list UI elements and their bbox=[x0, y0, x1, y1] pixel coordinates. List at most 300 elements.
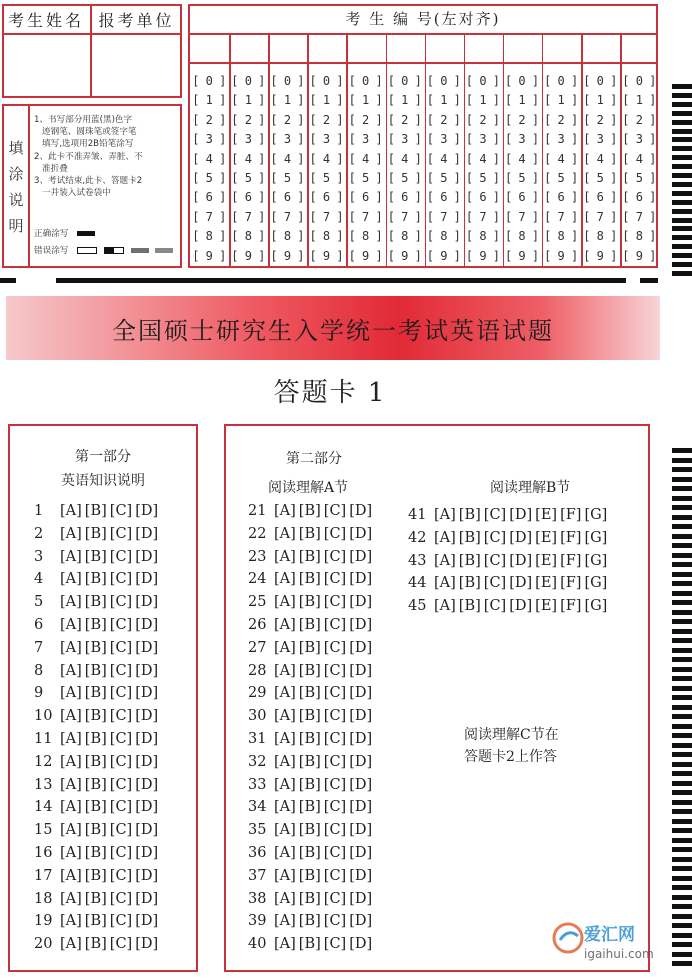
answer-bubble[interactable]: [A] bbox=[60, 890, 82, 907]
answer-bubble[interactable]: [D] bbox=[135, 571, 159, 588]
answer-bubble[interactable]: [B] bbox=[84, 503, 107, 519]
digit-bubble[interactable]: [ 0 ] bbox=[270, 74, 304, 88]
digit-bubble[interactable]: [ 4 ] bbox=[544, 151, 578, 166]
digit-bubble[interactable]: [ 0 ] bbox=[348, 74, 383, 88]
answer-bubble[interactable]: [A] bbox=[60, 594, 82, 611]
answer-bubble[interactable]: [B] bbox=[298, 913, 321, 930]
digit-bubble[interactable]: [ 8 ] bbox=[309, 229, 344, 244]
digit-bubble[interactable]: [ 0 ] bbox=[309, 74, 344, 88]
digit-bubble[interactable]: [ 4 ] bbox=[348, 151, 383, 166]
answer-bubble[interactable]: [A] bbox=[434, 507, 456, 523]
digit-bubble[interactable]: [ 7 ] bbox=[504, 209, 539, 224]
answer-bubble[interactable]: [A] bbox=[274, 936, 296, 953]
digit-bubble[interactable]: [ 6 ] bbox=[426, 190, 461, 205]
answer-bubble[interactable]: [A] bbox=[274, 662, 296, 679]
digit-bubble[interactable]: [ 5 ] bbox=[465, 170, 500, 185]
digit-bubble[interactable]: [ 3 ] bbox=[544, 132, 578, 147]
digit-bubble[interactable]: [ 4 ] bbox=[465, 151, 500, 166]
digit-bubble[interactable]: [ 6 ] bbox=[544, 190, 578, 205]
answer-bubble[interactable]: [D] bbox=[135, 617, 159, 633]
answer-bubble[interactable]: [C] bbox=[323, 731, 347, 747]
digit-bubble[interactable]: [ 5 ] bbox=[270, 170, 304, 185]
digit-bubble[interactable]: [ 7 ] bbox=[270, 209, 304, 224]
answer-bubble[interactable]: [A] bbox=[274, 776, 296, 793]
digit-bubble[interactable]: [ 4 ] bbox=[192, 151, 226, 166]
answer-bubble[interactable]: [A] bbox=[60, 639, 82, 656]
digit-bubble[interactable]: [ 6 ] bbox=[622, 190, 656, 205]
digit-bubble[interactable]: [ 2 ] bbox=[622, 112, 656, 127]
digit-bubble[interactable]: [ 0 ] bbox=[426, 74, 461, 88]
answer-bubble[interactable]: [A] bbox=[274, 639, 296, 656]
answer-bubble[interactable]: [E] bbox=[535, 598, 558, 615]
answer-bubble[interactable]: [A] bbox=[60, 867, 82, 884]
digit-bubble[interactable]: [ 6 ] bbox=[348, 190, 383, 205]
answer-bubble[interactable]: [C] bbox=[323, 867, 347, 884]
digit-bubble[interactable]: [ 9 ] bbox=[465, 248, 500, 263]
answer-bubble[interactable]: [D] bbox=[135, 776, 159, 793]
answer-bubble[interactable]: [F] bbox=[560, 552, 582, 569]
digit-bubble[interactable]: [ 2 ] bbox=[504, 112, 539, 127]
digit-bubble[interactable]: [ 9 ] bbox=[426, 248, 461, 263]
digit-bubble[interactable]: [ 9 ] bbox=[583, 248, 617, 263]
answer-bubble[interactable]: [B] bbox=[298, 799, 321, 816]
digit-bubble[interactable]: [ 3 ] bbox=[426, 132, 461, 147]
digit-bubble[interactable]: [ 1 ] bbox=[583, 93, 617, 108]
digit-bubble[interactable]: [ 7 ] bbox=[387, 209, 422, 224]
answer-bubble[interactable]: [D] bbox=[135, 594, 159, 611]
digit-bubble[interactable]: [ 8 ] bbox=[465, 229, 500, 244]
answer-bubble[interactable]: [G] bbox=[584, 507, 608, 523]
answer-bubble[interactable]: [D] bbox=[135, 799, 159, 816]
answer-bubble[interactable]: [A] bbox=[60, 776, 82, 793]
answer-bubble[interactable]: [C] bbox=[323, 548, 347, 565]
answer-bubble[interactable]: [D] bbox=[509, 575, 533, 592]
digit-bubble[interactable]: [ 9 ] bbox=[544, 248, 578, 263]
digit-bubble[interactable]: [ 8 ] bbox=[426, 229, 461, 244]
answer-bubble[interactable]: [D] bbox=[349, 799, 373, 816]
digit-bubble[interactable]: [ 7 ] bbox=[622, 209, 656, 224]
digit-bubble[interactable]: [ 5 ] bbox=[309, 170, 344, 185]
answer-bubble[interactable]: [D] bbox=[135, 662, 159, 679]
digit-bubble[interactable]: [ 8 ] bbox=[583, 229, 617, 244]
digit-bubble[interactable]: [ 5 ] bbox=[387, 170, 422, 185]
answer-bubble[interactable]: [C] bbox=[323, 617, 347, 633]
answer-bubble[interactable]: [F] bbox=[560, 575, 582, 592]
answer-bubble[interactable]: [G] bbox=[584, 529, 608, 546]
answer-bubble[interactable]: [A] bbox=[60, 685, 82, 702]
answer-bubble[interactable]: [E] bbox=[535, 575, 558, 592]
digit-bubble[interactable]: [ 0 ] bbox=[504, 74, 539, 88]
answer-bubble[interactable]: [A] bbox=[60, 571, 82, 588]
answer-bubble[interactable]: [B] bbox=[298, 548, 321, 565]
answer-bubble[interactable]: [D] bbox=[349, 936, 373, 953]
answer-bubble[interactable]: [D] bbox=[349, 639, 373, 656]
digit-bubble[interactable]: [ 3 ] bbox=[622, 132, 656, 147]
answer-bubble[interactable]: [D] bbox=[349, 890, 373, 907]
answer-bubble[interactable]: [D] bbox=[349, 753, 373, 770]
digit-bubble[interactable]: [ 1 ] bbox=[348, 93, 383, 108]
answer-bubble[interactable]: [C] bbox=[323, 913, 347, 930]
answer-bubble[interactable]: [C] bbox=[109, 731, 133, 747]
answer-bubble[interactable]: [C] bbox=[109, 890, 133, 907]
digit-bubble[interactable]: [ 9 ] bbox=[270, 248, 304, 263]
digit-bubble[interactable]: [ 1 ] bbox=[309, 93, 344, 108]
answer-bubble[interactable]: [B] bbox=[84, 548, 107, 565]
answer-bubble[interactable]: [B] bbox=[298, 571, 321, 588]
answer-bubble[interactable]: [D] bbox=[509, 598, 533, 615]
answer-bubble[interactable]: [B] bbox=[84, 936, 107, 953]
digit-bubble[interactable]: [ 8 ] bbox=[622, 229, 656, 244]
answer-bubble[interactable]: [B] bbox=[458, 552, 481, 569]
digit-bubble[interactable]: [ 4 ] bbox=[426, 151, 461, 166]
digit-bubble[interactable]: [ 0 ] bbox=[465, 74, 500, 88]
digit-bubble[interactable]: [ 0 ] bbox=[231, 74, 265, 88]
answer-bubble[interactable]: [D] bbox=[349, 503, 373, 519]
digit-bubble[interactable]: [ 4 ] bbox=[231, 151, 265, 166]
answer-bubble[interactable]: [C] bbox=[323, 685, 347, 702]
answer-bubble[interactable]: [C] bbox=[323, 594, 347, 611]
answer-bubble[interactable]: [A] bbox=[60, 936, 82, 953]
answer-bubble[interactable]: [A] bbox=[60, 731, 82, 747]
digit-bubble[interactable]: [ 8 ] bbox=[231, 229, 265, 244]
digit-bubble[interactable]: [ 5 ] bbox=[192, 170, 226, 185]
answer-bubble[interactable]: [E] bbox=[535, 552, 558, 569]
answer-bubble[interactable]: [D] bbox=[349, 913, 373, 930]
answer-bubble[interactable]: [D] bbox=[135, 731, 159, 747]
answer-bubble[interactable]: [A] bbox=[274, 685, 296, 702]
digit-bubble[interactable]: [ 9 ] bbox=[192, 248, 226, 263]
answer-bubble[interactable]: [A] bbox=[60, 708, 82, 725]
answer-bubble[interactable]: [D] bbox=[135, 890, 159, 907]
digit-bubble[interactable]: [ 2 ] bbox=[192, 112, 226, 127]
answer-bubble[interactable]: [A] bbox=[274, 913, 296, 930]
answer-bubble[interactable]: [D] bbox=[135, 685, 159, 702]
answer-bubble[interactable]: [A] bbox=[274, 503, 296, 519]
digit-bubble[interactable]: [ 5 ] bbox=[348, 170, 383, 185]
answer-bubble[interactable]: [D] bbox=[349, 662, 373, 679]
digit-bubble[interactable]: [ 3 ] bbox=[465, 132, 500, 147]
answer-bubble[interactable]: [B] bbox=[84, 525, 107, 542]
answer-bubble[interactable]: [D] bbox=[349, 525, 373, 542]
answer-bubble[interactable]: [C] bbox=[109, 548, 133, 565]
answer-bubble[interactable]: [G] bbox=[584, 575, 608, 592]
answer-bubble[interactable]: [B] bbox=[298, 936, 321, 953]
answer-bubble[interactable]: [D] bbox=[135, 503, 159, 519]
digit-bubble[interactable]: [ 4 ] bbox=[270, 151, 304, 166]
answer-bubble[interactable]: [C] bbox=[323, 571, 347, 588]
answer-bubble[interactable]: [A] bbox=[274, 799, 296, 816]
answer-bubble[interactable]: [A] bbox=[274, 525, 296, 542]
digit-bubble[interactable]: [ 3 ] bbox=[504, 132, 539, 147]
answer-bubble[interactable]: [B] bbox=[298, 867, 321, 884]
answer-bubble[interactable]: [B] bbox=[84, 639, 107, 656]
answer-bubble[interactable]: [E] bbox=[535, 507, 558, 523]
answer-bubble[interactable]: [D] bbox=[349, 776, 373, 793]
answer-bubble[interactable]: [A] bbox=[60, 913, 82, 930]
digit-bubble[interactable]: [ 1 ] bbox=[622, 93, 656, 108]
answer-bubble[interactable]: [B] bbox=[84, 822, 107, 839]
answer-bubble[interactable]: [D] bbox=[349, 571, 373, 588]
digit-bubble[interactable]: [ 7 ] bbox=[465, 209, 500, 224]
answer-bubble[interactable]: [B] bbox=[298, 845, 321, 861]
answer-bubble[interactable]: [A] bbox=[274, 571, 296, 588]
answer-bubble[interactable]: [A] bbox=[60, 662, 82, 679]
answer-bubble[interactable]: [C] bbox=[323, 845, 347, 861]
answer-bubble[interactable]: [B] bbox=[84, 890, 107, 907]
answer-bubble[interactable]: [A] bbox=[60, 753, 82, 770]
answer-bubble[interactable]: [A] bbox=[434, 552, 456, 569]
answer-bubble[interactable]: [B] bbox=[84, 731, 107, 747]
digit-bubble[interactable]: [ 7 ] bbox=[348, 209, 383, 224]
digit-bubble[interactable]: [ 9 ] bbox=[387, 248, 422, 263]
answer-bubble[interactable]: [D] bbox=[135, 936, 159, 953]
digit-bubble[interactable]: [ 5 ] bbox=[544, 170, 578, 185]
answer-bubble[interactable]: [B] bbox=[84, 571, 107, 588]
digit-bubble[interactable]: [ 7 ] bbox=[544, 209, 578, 224]
digit-bubble[interactable]: [ 4 ] bbox=[387, 151, 422, 166]
digit-bubble[interactable]: [ 4 ] bbox=[622, 151, 656, 166]
answer-bubble[interactable]: [C] bbox=[323, 936, 347, 953]
digit-bubble[interactable]: [ 7 ] bbox=[426, 209, 461, 224]
digit-bubble[interactable]: [ 3 ] bbox=[387, 132, 422, 147]
digit-bubble[interactable]: [ 2 ] bbox=[544, 112, 578, 127]
digit-bubble[interactable]: [ 1 ] bbox=[270, 93, 304, 108]
answer-bubble[interactable]: [C] bbox=[109, 617, 133, 633]
answer-bubble[interactable]: [D] bbox=[135, 548, 159, 565]
digit-bubble[interactable]: [ 6 ] bbox=[583, 190, 617, 205]
answer-bubble[interactable]: [C] bbox=[109, 822, 133, 839]
answer-bubble[interactable]: [B] bbox=[298, 753, 321, 770]
digit-bubble[interactable]: [ 5 ] bbox=[622, 170, 656, 185]
answer-bubble[interactable]: [A] bbox=[60, 822, 82, 839]
digit-bubble[interactable]: [ 9 ] bbox=[231, 248, 265, 263]
digit-bubble[interactable]: [ 9 ] bbox=[622, 248, 656, 263]
answer-bubble[interactable]: [A] bbox=[274, 594, 296, 611]
digit-bubble[interactable]: [ 6 ] bbox=[231, 190, 265, 205]
answer-bubble[interactable]: [G] bbox=[584, 598, 608, 615]
answer-bubble[interactable]: [F] bbox=[560, 598, 582, 615]
digit-bubble[interactable]: [ 2 ] bbox=[426, 112, 461, 127]
answer-bubble[interactable]: [B] bbox=[84, 662, 107, 679]
digit-bubble[interactable]: [ 6 ] bbox=[465, 190, 500, 205]
answer-bubble[interactable]: [C] bbox=[323, 890, 347, 907]
digit-bubble[interactable]: [ 1 ] bbox=[387, 93, 422, 108]
digit-bubble[interactable]: [ 0 ] bbox=[544, 74, 578, 88]
answer-bubble[interactable]: [A] bbox=[434, 598, 456, 615]
answer-bubble[interactable]: [D] bbox=[509, 552, 533, 569]
digit-bubble[interactable]: [ 2 ] bbox=[387, 112, 422, 127]
digit-bubble[interactable]: [ 3 ] bbox=[270, 132, 304, 147]
answer-bubble[interactable]: [A] bbox=[60, 503, 82, 519]
digit-bubble[interactable]: [ 6 ] bbox=[504, 190, 539, 205]
answer-bubble[interactable]: [B] bbox=[298, 776, 321, 793]
digit-bubble[interactable]: [ 5 ] bbox=[426, 170, 461, 185]
answer-bubble[interactable]: [B] bbox=[84, 708, 107, 725]
answer-bubble[interactable]: [D] bbox=[135, 639, 159, 656]
answer-bubble[interactable]: [C] bbox=[109, 503, 133, 519]
answer-bubble[interactable]: [A] bbox=[434, 575, 456, 592]
digit-bubble[interactable]: [ 5 ] bbox=[504, 170, 539, 185]
answer-bubble[interactable]: [C] bbox=[109, 845, 133, 861]
digit-bubble[interactable]: [ 4 ] bbox=[504, 151, 539, 166]
answer-bubble[interactable]: [C] bbox=[109, 753, 133, 770]
digit-bubble[interactable]: [ 2 ] bbox=[231, 112, 265, 127]
digit-bubble[interactable]: [ 3 ] bbox=[583, 132, 617, 147]
answer-bubble[interactable]: [A] bbox=[274, 708, 296, 725]
answer-bubble[interactable]: [B] bbox=[298, 685, 321, 702]
answer-bubble[interactable]: [D] bbox=[509, 507, 533, 523]
digit-bubble[interactable]: [ 8 ] bbox=[270, 229, 304, 244]
answer-bubble[interactable]: [C] bbox=[483, 507, 507, 523]
answer-bubble[interactable]: [B] bbox=[84, 845, 107, 861]
answer-bubble[interactable]: [B] bbox=[84, 617, 107, 633]
answer-bubble[interactable]: [B] bbox=[84, 799, 107, 816]
answer-bubble[interactable]: [C] bbox=[323, 708, 347, 725]
answer-bubble[interactable]: [C] bbox=[323, 799, 347, 816]
digit-bubble[interactable]: [ 5 ] bbox=[231, 170, 265, 185]
answer-bubble[interactable]: [D] bbox=[135, 867, 159, 884]
answer-bubble[interactable]: [C] bbox=[109, 639, 133, 656]
answer-bubble[interactable]: [B] bbox=[84, 913, 107, 930]
answer-bubble[interactable]: [A] bbox=[274, 845, 296, 861]
answer-bubble[interactable]: [D] bbox=[135, 525, 159, 542]
answer-bubble[interactable]: [A] bbox=[274, 731, 296, 747]
digit-bubble[interactable]: [ 5 ] bbox=[583, 170, 617, 185]
answer-bubble[interactable]: [C] bbox=[109, 867, 133, 884]
digit-bubble[interactable]: [ 2 ] bbox=[465, 112, 500, 127]
digit-bubble[interactable]: [ 4 ] bbox=[583, 151, 617, 166]
answer-bubble[interactable]: [F] bbox=[560, 507, 582, 523]
digit-bubble[interactable]: [ 6 ] bbox=[270, 190, 304, 205]
answer-bubble[interactable]: [C] bbox=[323, 503, 347, 519]
digit-bubble[interactable]: [ 3 ] bbox=[348, 132, 383, 147]
answer-bubble[interactable]: [A] bbox=[60, 525, 82, 542]
answer-bubble[interactable]: [B] bbox=[458, 575, 481, 592]
answer-bubble[interactable]: [A] bbox=[274, 890, 296, 907]
answer-bubble[interactable]: [D] bbox=[135, 913, 159, 930]
answer-bubble[interactable]: [B] bbox=[84, 753, 107, 770]
answer-bubble[interactable]: [D] bbox=[135, 708, 159, 725]
answer-bubble[interactable]: [B] bbox=[298, 503, 321, 519]
answer-bubble[interactable]: [B] bbox=[298, 890, 321, 907]
answer-bubble[interactable]: [C] bbox=[483, 575, 507, 592]
answer-bubble[interactable]: [D] bbox=[349, 685, 373, 702]
digit-bubble[interactable]: [ 2 ] bbox=[309, 112, 344, 127]
answer-bubble[interactable]: [D] bbox=[349, 594, 373, 611]
digit-bubble[interactable]: [ 7 ] bbox=[309, 209, 344, 224]
digit-bubble[interactable]: [ 9 ] bbox=[348, 248, 383, 263]
answer-bubble[interactable]: [C] bbox=[109, 525, 133, 542]
digit-bubble[interactable]: [ 1 ] bbox=[544, 93, 578, 108]
answer-bubble[interactable]: [C] bbox=[483, 529, 507, 546]
answer-bubble[interactable]: [B] bbox=[458, 507, 481, 523]
answer-bubble[interactable]: [C] bbox=[109, 594, 133, 611]
digit-bubble[interactable]: [ 3 ] bbox=[192, 132, 226, 147]
digit-bubble[interactable]: [ 8 ] bbox=[348, 229, 383, 244]
answer-bubble[interactable]: [C] bbox=[323, 822, 347, 839]
answer-bubble[interactable]: [A] bbox=[274, 617, 296, 633]
answer-bubble[interactable]: [B] bbox=[298, 731, 321, 747]
answer-bubble[interactable]: [C] bbox=[109, 685, 133, 702]
answer-bubble[interactable]: [A] bbox=[274, 822, 296, 839]
answer-bubble[interactable]: [D] bbox=[349, 708, 373, 725]
answer-bubble[interactable]: [D] bbox=[349, 731, 373, 747]
digit-bubble[interactable]: [ 2 ] bbox=[348, 112, 383, 127]
answer-bubble[interactable]: [A] bbox=[274, 867, 296, 884]
answer-bubble[interactable]: [E] bbox=[535, 529, 558, 546]
answer-bubble[interactable]: [B] bbox=[458, 598, 481, 615]
answer-bubble[interactable]: [A] bbox=[60, 548, 82, 565]
answer-bubble[interactable]: [D] bbox=[349, 822, 373, 839]
answer-bubble[interactable]: [B] bbox=[298, 662, 321, 679]
digit-bubble[interactable]: [ 1 ] bbox=[192, 93, 226, 108]
answer-bubble[interactable]: [C] bbox=[109, 913, 133, 930]
digit-bubble[interactable]: [ 0 ] bbox=[387, 74, 422, 88]
answer-bubble[interactable]: [D] bbox=[349, 845, 373, 861]
answer-bubble[interactable]: [A] bbox=[434, 529, 456, 546]
answer-bubble[interactable]: [D] bbox=[135, 845, 159, 861]
answer-bubble[interactable]: [C] bbox=[109, 936, 133, 953]
digit-bubble[interactable]: [ 6 ] bbox=[309, 190, 344, 205]
answer-bubble[interactable]: [A] bbox=[60, 799, 82, 816]
digit-bubble[interactable]: [ 1 ] bbox=[465, 93, 500, 108]
answer-bubble[interactable]: [D] bbox=[349, 548, 373, 565]
digit-bubble[interactable]: [ 7 ] bbox=[583, 209, 617, 224]
digit-bubble[interactable]: [ 8 ] bbox=[387, 229, 422, 244]
answer-bubble[interactable]: [A] bbox=[60, 845, 82, 861]
digit-bubble[interactable]: [ 3 ] bbox=[309, 132, 344, 147]
answer-bubble[interactable]: [C] bbox=[323, 776, 347, 793]
answer-bubble[interactable]: [C] bbox=[109, 662, 133, 679]
digit-bubble[interactable]: [ 6 ] bbox=[387, 190, 422, 205]
answer-bubble[interactable]: [B] bbox=[298, 594, 321, 611]
answer-bubble[interactable]: [F] bbox=[560, 529, 582, 546]
answer-bubble[interactable]: [C] bbox=[323, 753, 347, 770]
answer-bubble[interactable]: [D] bbox=[349, 867, 373, 884]
answer-bubble[interactable]: [D] bbox=[349, 617, 373, 633]
digit-bubble[interactable]: [ 7 ] bbox=[231, 209, 265, 224]
answer-bubble[interactable]: [D] bbox=[135, 753, 159, 770]
answer-bubble[interactable]: [B] bbox=[298, 617, 321, 633]
answer-bubble[interactable]: [B] bbox=[84, 594, 107, 611]
digit-bubble[interactable]: [ 1 ] bbox=[426, 93, 461, 108]
digit-bubble[interactable]: [ 7 ] bbox=[192, 209, 226, 224]
digit-bubble[interactable]: [ 8 ] bbox=[504, 229, 539, 244]
digit-bubble[interactable]: [ 9 ] bbox=[504, 248, 539, 263]
answer-bubble[interactable]: [A] bbox=[274, 548, 296, 565]
digit-bubble[interactable]: [ 2 ] bbox=[583, 112, 617, 127]
answer-bubble[interactable]: [C] bbox=[323, 525, 347, 542]
answer-bubble[interactable]: [C] bbox=[323, 662, 347, 679]
answer-bubble[interactable]: [B] bbox=[298, 525, 321, 542]
digit-bubble[interactable]: [ 9 ] bbox=[309, 248, 344, 263]
answer-bubble[interactable]: [G] bbox=[584, 552, 608, 569]
answer-bubble[interactable]: [D] bbox=[135, 822, 159, 839]
digit-bubble[interactable]: [ 8 ] bbox=[192, 229, 226, 244]
answer-bubble[interactable]: [C] bbox=[323, 639, 347, 656]
answer-bubble[interactable]: [B] bbox=[84, 685, 107, 702]
digit-bubble[interactable]: [ 0 ] bbox=[622, 74, 656, 88]
digit-bubble[interactable]: [ 4 ] bbox=[309, 151, 344, 166]
answer-bubble[interactable]: [C] bbox=[483, 552, 507, 569]
answer-bubble[interactable]: [D] bbox=[509, 529, 533, 546]
digit-bubble[interactable]: [ 2 ] bbox=[270, 112, 304, 127]
answer-bubble[interactable]: [A] bbox=[274, 753, 296, 770]
answer-bubble[interactable]: [C] bbox=[109, 571, 133, 588]
answer-bubble[interactable]: [C] bbox=[109, 776, 133, 793]
answer-bubble[interactable]: [B] bbox=[458, 529, 481, 546]
digit-bubble[interactable]: [ 0 ] bbox=[192, 74, 226, 88]
